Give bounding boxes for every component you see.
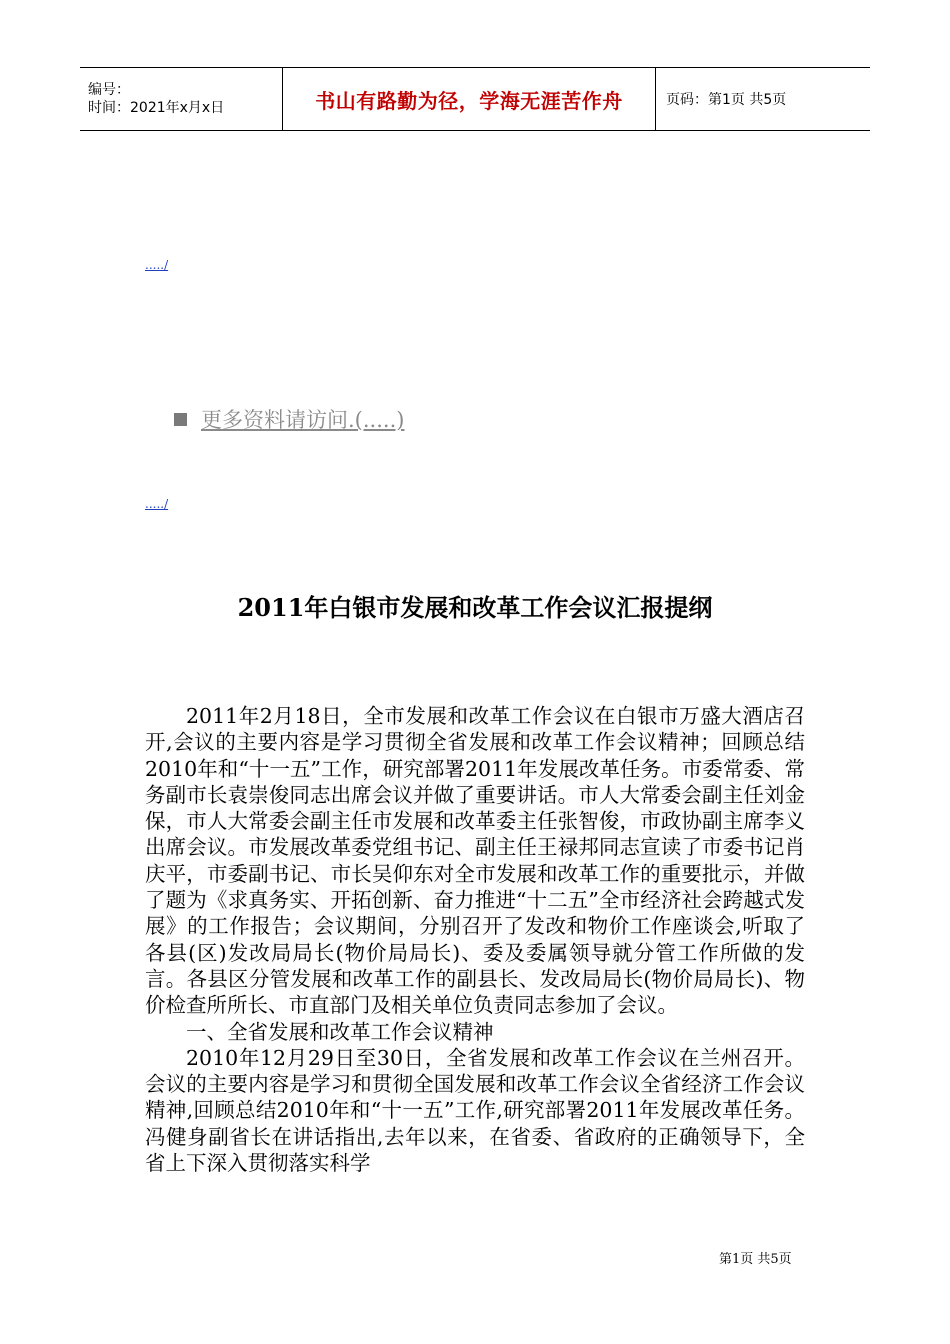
top-link[interactable]: ...../ [145, 258, 169, 272]
paragraph: 2010年12月29日至30日，全省发展和改革工作会议在兰州召开。会议的主要内容是学习和贯彻全国发展和改革工作会议全省经济工作会议精神,回顾总结2010年和“十一五”工作,研究部署2011年发展改革任务。冯健身副省长在讲话指出,去年以来，在省委、省政府的正确领导下，全省上下深入贯彻落实科学 [145, 1045, 805, 1176]
header-meta [80, 68, 282, 130]
document-time-label: 时间：2021年x月x日 [88, 100, 225, 116]
more-info-line[interactable] [174, 404, 404, 434]
document-number-label: 编号： [88, 82, 130, 98]
header-motto: 书山有路勤为径，学海无涯苦作舟 [315, 88, 623, 113]
header-motto-cell [282, 68, 656, 130]
paragraph: 2011年2月18日，全市发展和改革工作会议在白银市万盛大酒店召开,会议的主要内容是学习贯彻全省发展和改革工作会议精神；回顾总结2010年和“十一五”工作，研究部署2011年发展改革任务。市委常委、常务副市长袁崇俊同志出席会议并做了重要讲话。市人大常委会副主任刘金保，市人大常委会副主任市发展和改革委主任张智俊，市政协副主席李义出席会议。市发展改革委党组书记、副主任王禄邦同志宣读了市委书记肖庆平，市委副书记、市长吴仰东对全市发展和改革工作的重要批示，并做了题为《求真务实、开拓创新、奋力推进“十二五”全市经济社会跨越式发展》的工作报告；会议期间，分别召开了发改和物价工作座谈会,听取了各县(区)发改局局长(物价局局长)、委及委属领导就分管工作所做的发言。各县区分管发展和改革工作的副县长、发改局局长(物价局局长)、物价检查所所长、市直部门及相关单位负责同志参加了会议。 [145, 704, 805, 1018]
page-footer: 第1页 共5页 [719, 1252, 792, 1267]
header-page-cell [656, 68, 870, 130]
document-body [145, 703, 805, 1176]
page-header [80, 67, 870, 131]
more-info-text[interactable]: 更多资料请访问.(.....) [201, 408, 405, 432]
section-heading: 一、全省发展和改革工作会议精神 [186, 1019, 494, 1044]
document-title: 2011年白银市发展和改革工作会议汇报提纲 [237, 593, 713, 622]
header-page-info: 页码：第1页 共5页 [666, 92, 787, 108]
bottom-link[interactable]: ...../ [145, 497, 169, 511]
bullet-square-icon [174, 413, 187, 426]
